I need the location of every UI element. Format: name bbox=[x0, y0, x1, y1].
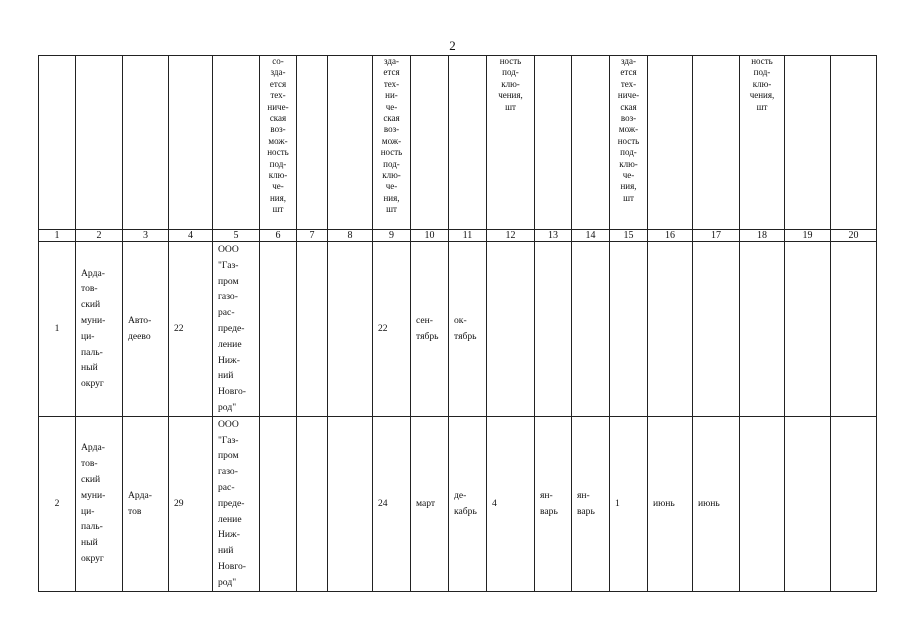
column-number: 17 bbox=[693, 230, 740, 242]
header-cell bbox=[328, 56, 373, 230]
header-cell bbox=[648, 56, 693, 230]
settlement-name: Арда- тов bbox=[128, 489, 152, 517]
table-cell bbox=[449, 416, 487, 591]
header-cell-6 bbox=[260, 56, 297, 230]
header-cell bbox=[785, 56, 831, 230]
column-number: 5 bbox=[213, 230, 260, 242]
table-cell bbox=[693, 242, 740, 417]
column-number: 15 bbox=[610, 230, 648, 242]
data-table bbox=[38, 55, 877, 592]
column-number: 7 bbox=[297, 230, 328, 242]
column-number: 8 bbox=[328, 230, 373, 242]
header-cell bbox=[535, 56, 572, 230]
table-cell bbox=[831, 242, 877, 417]
table-cell bbox=[740, 416, 785, 591]
column-number: 19 bbox=[785, 230, 831, 242]
cell-value: июнь bbox=[653, 497, 675, 509]
district-name: Арда- тов- ский муни- ци- паль- ный округ bbox=[81, 442, 106, 565]
cell-value: сен- тябрь bbox=[416, 315, 439, 342]
district-cell bbox=[76, 416, 123, 591]
table-cell bbox=[373, 416, 411, 591]
header-text-6: со- зда- ется тех- ниче- ская воз- мож- ность под- клю- че- ния, шт bbox=[267, 56, 289, 215]
column-number: 13 bbox=[535, 230, 572, 242]
count-cell bbox=[169, 416, 213, 591]
header-cell bbox=[39, 56, 76, 230]
cell-value: ян- варь bbox=[540, 489, 558, 517]
table-cell bbox=[693, 416, 740, 591]
header-cell-18 bbox=[740, 56, 785, 230]
table-cell bbox=[328, 416, 373, 591]
table-cell bbox=[785, 242, 831, 417]
column-number: 20 bbox=[831, 230, 877, 242]
column-number: 16 bbox=[648, 230, 693, 242]
table-row bbox=[39, 242, 877, 417]
column-number: 18 bbox=[740, 230, 785, 242]
column-number: 2 bbox=[76, 230, 123, 242]
column-number: 9 bbox=[373, 230, 411, 242]
column-number-row bbox=[39, 230, 877, 242]
header-text-9: зда- ется тех- ни- че- ская воз- мож- ность под- клю- че- ния, шт bbox=[380, 56, 403, 215]
header-cell bbox=[76, 56, 123, 230]
cell-value: 22 bbox=[378, 322, 388, 334]
table-cell bbox=[260, 242, 297, 417]
column-number: 11 bbox=[449, 230, 487, 242]
column-number: 12 bbox=[487, 230, 535, 242]
table-cell bbox=[785, 416, 831, 591]
column-number: 10 bbox=[411, 230, 449, 242]
page-number: 2 bbox=[449, 38, 456, 53]
cell-value: де- кабрь bbox=[454, 489, 477, 517]
header-cell bbox=[169, 56, 213, 230]
table-cell bbox=[449, 242, 487, 417]
settlement-cell bbox=[123, 242, 169, 417]
table-cell bbox=[411, 242, 449, 417]
header-cell-9 bbox=[373, 56, 411, 230]
district-name: Арда- тов- ский муни- ци- паль- ный округ bbox=[81, 267, 106, 390]
table-cell bbox=[648, 242, 693, 417]
column-number: 6 bbox=[260, 230, 297, 242]
organization-name: ООО "Газ- пром газо- рас- преде- ление Ниж- ний Новго- род" bbox=[218, 418, 246, 588]
header-row bbox=[39, 56, 877, 230]
header-cell bbox=[831, 56, 877, 230]
table-cell bbox=[535, 416, 572, 591]
cell-value: ян- варь bbox=[577, 489, 595, 517]
cell-value: 1 bbox=[615, 497, 620, 509]
row-number: 1 bbox=[54, 322, 60, 334]
table-cell bbox=[487, 242, 535, 417]
header-cell bbox=[297, 56, 328, 230]
header-cell bbox=[572, 56, 610, 230]
table-cell bbox=[610, 242, 648, 417]
organization-cell bbox=[213, 416, 260, 591]
table-cell bbox=[373, 242, 411, 417]
header-cell bbox=[411, 56, 449, 230]
count-value: 22 bbox=[174, 322, 184, 334]
organization-cell bbox=[213, 242, 260, 417]
header-text-15: зда- ется тех- ниче- ская воз- мож- ность под- клю- че- ния, шт bbox=[617, 56, 640, 203]
table-cell bbox=[572, 416, 610, 591]
table-cell bbox=[740, 242, 785, 417]
settlement-cell bbox=[123, 416, 169, 591]
count-cell bbox=[169, 242, 213, 417]
table-cell bbox=[260, 416, 297, 591]
table-row bbox=[39, 416, 877, 591]
settlement-name: Авто- деево bbox=[128, 315, 152, 342]
table-cell bbox=[297, 242, 328, 417]
organization-name: ООО "Газ- пром газо- рас- преде- ление Ниж- ний Новго- род" bbox=[218, 244, 246, 413]
column-number: 4 bbox=[169, 230, 213, 242]
cell-value: 24 bbox=[378, 497, 388, 509]
header-cell bbox=[693, 56, 740, 230]
table-cell bbox=[648, 416, 693, 591]
cell-value: март bbox=[416, 497, 436, 509]
column-number: 14 bbox=[572, 230, 610, 242]
column-number: 1 bbox=[39, 230, 76, 242]
row-number-cell bbox=[39, 416, 76, 591]
header-cell bbox=[123, 56, 169, 230]
header-cell-12 bbox=[487, 56, 535, 230]
table-cell bbox=[831, 416, 877, 591]
column-number: 3 bbox=[123, 230, 169, 242]
table-cell bbox=[535, 242, 572, 417]
header-text-18: ность под- клю- чения, шт bbox=[749, 56, 775, 112]
row-number: 2 bbox=[54, 497, 60, 509]
table-cell bbox=[411, 416, 449, 591]
header-cell-15 bbox=[610, 56, 648, 230]
count-value: 29 bbox=[174, 497, 184, 509]
table-cell bbox=[487, 416, 535, 591]
table-cell bbox=[328, 242, 373, 417]
district-cell bbox=[76, 242, 123, 417]
table-cell bbox=[610, 416, 648, 591]
cell-value: июнь bbox=[698, 497, 720, 509]
cell-value: 4 bbox=[492, 497, 497, 509]
table-cell bbox=[572, 242, 610, 417]
table-cell bbox=[297, 416, 328, 591]
header-cell bbox=[213, 56, 260, 230]
cell-value: ок- тябрь bbox=[454, 315, 477, 342]
header-text-12: ность под- клю- чения, шт bbox=[498, 56, 523, 112]
header-cell bbox=[449, 56, 487, 230]
row-number-cell bbox=[39, 242, 76, 417]
